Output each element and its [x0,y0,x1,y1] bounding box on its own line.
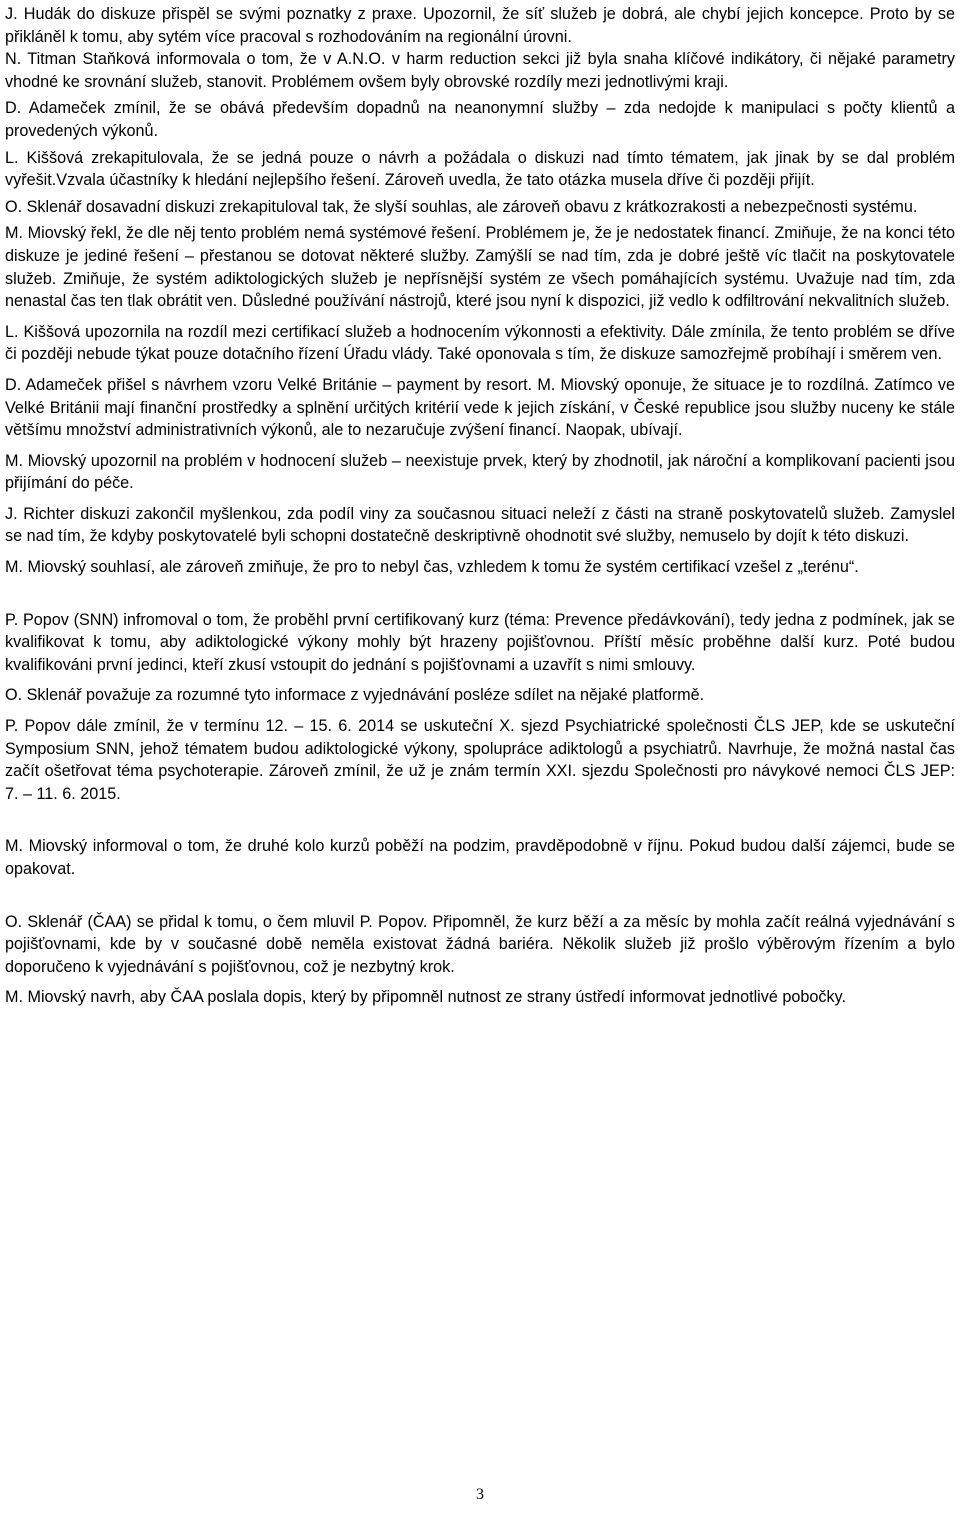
paragraph-miovsky-3: M. Miovský souhlasí, ale zároveň zmiňuje, že pro to nebyl čas, vzhledem k tomu že systém certifikací vzešel z „terénu“. [5,558,859,577]
paragraph-popov-2: P. Popov dále zmínil, že v termínu 12. – 15. 6. 2014 se uskuteční X. sjezd Psychiatrické společnosti ČLS JEP, kde se uskuteční Symposium SNN, jehož tématem budou adiktologické výkony, spolupráce adiktologů a psychiatrů. Navrhuje, že možná nastal čas začít ošetřovat téma psychoterapie. Zároveň zmínil, že už je znám termín XXI. sjezdu Společnosti pro návykové nemoci ČLS JEP: 7. – 11. 6. 2015. [5,717,955,803]
paragraph-miovsky-4: M. Miovský informoval o tom, že druhé kolo kurzů poběží na podzim, pravděpodobně v říjnu. Pokud budou další zájemci, bude se opakovat. [5,837,955,878]
paragraph-sklenar-1: O. Sklenář dosavadní diskuzi zrekapituloval tak, že slyší souhlas, ale zároveň obavu z krátkozrakosti a nebezpečnosti systému. [5,197,918,216]
paragraph-kissova-2: L. Kiššová upozornila na rozdíl mezi certifikací služeb a hodnocením výkonnosti a efektivity. Dále zmínila, že tento problém se dříve či později nebude týkat pouze dotačního řízení Úřadu vlády. Také oponovala s tím, že diskuze samozřejmě probíhají i směrem ven. [5,322,955,364]
paragraph-miovsky-2: M. Miovský upozornil na problém v hodnocení služeb – neexistuje prvek, který by zhodnotil, jak nároční a komplikovaní pacienti jsou přijímání do péče. [5,451,955,493]
paragraph-hudak: J. Hudák do diskuze přispěl se svými poznatky z praxe. Upozornil, že síť služeb je dobrá, ale chybí jejich koncepce. Proto by se přikláněl k tomu, aby sytém více pracoval s rozhodováním na regionální úrovni. [5,5,955,46]
paragraph-adamecek-2: D. Adameček přišel s návrhem vzoru Velké Británie – payment by resort. M. Miovský oponuje, že situace je to rozdílná. Zatímco ve Velké Británii mají finanční prostředky a splnění určitých kritérií vede k jejich získání, v České republice jsou služby nuceny ke stále většímu množství administrativních výkonů, ale to nezaručuje zvýšení financí. Naopak, ubívají. [5,375,955,440]
paragraph-miovsky-5: M. Miovský navrh, aby ČAA poslala dopis, který by připomněl nutnost ze strany ústředí informovat jednotlivé pobočky. [5,988,846,1007]
paragraph-titman-stankova: N. Titman Staňková informovala o tom, že v A.N.O. v harm reduction sekci již byla snaha klíčové indikátory, či nějaké parametry vhodné ke srovnání služeb, stanovit. Problémem ovšem byly obrovské rozdíly mezi jednotlivými kraji. [5,50,955,91]
paragraph-adamecek-1: D. Adameček zmínil, že se obává především dopadnů na neanonymní služby – zda nedojde k manipulaci s počty klientů a provedených výkonů. [5,99,955,140]
page-number: 3 [476,1486,484,1503]
paragraph-sklenar-3: O. Sklenář (ČAA) se přidal k tomu, o čem mluvil P. Popov. Připomněl, že kurz běží a za měsíc by mohla začít reálná vyjednávání s pojišťovnami, kde by v současné době neměla existovat žádná bariéra. Několik služeb již prošlo výběrovým řízením a bylo doporučeno k vyjednávání s pojišťovnou, což je nezbytný krok. [5,912,955,976]
paragraph-miovsky-1: M. Miovský řekl, že dle něj tento problém nemá systémové řešení. Problémem je, že je nedostatek financí. Zmiňuje, že na konci této diskuze je jediné řešení – přestanou se dotovat některé služby. Zamýšlí se nad tím, zda je dobré ještě víc tlačit na poskytovatele služeb. Zmiňuje, že systém adiktologických služeb je nepřísnější systém ze všech pomáhajících systému. Uvažuje nad tím, zda nenastal čas ten tlak obrátit ven. Důsledné používání nástrojů, které jsou nyní k dispozici, již vedlo k odfiltrování nekvalitních služeb. [5,224,955,311]
document-page [5,3,955,1009]
paragraph-popov-1: P. Popov (SNN) infromoval o tom, že proběhl první certifikovaný kurz (téma: Prevence předávkování), tedy jedna z podmínek, jak se kvalifikovat k tomu, aby adiktologické výkony mohly být hrazeny pojišťovnou. Příští měsíc proběhne další kurz. Poté budou kvalifikováni první jedinci, kteří zkusí vstoupit do jednání s pojišťovnami a uzavřít s nimi smlouvy. [5,610,955,674]
paragraph-kissova-1: L. Kiššová zrekapitulovala, že se jedná pouze o návrh a požádala o diskuzi nad tímto tématem, jak jinak by se dal problém vyřešit.Vzvala účastníky k hledání nejlepšího řešení. Zároveň uvedla, že tato otázka musela dříve či později přijít. [5,148,955,190]
paragraph-sklenar-2: O. Sklenář považuje za rozumné tyto informace z vyjednávání posléze sdílet na nějaké platformě. [5,686,705,705]
paragraph-richter: J. Richter diskuzi zakončil myšlenkou, zda podíl viny za současnou situaci neleží z části na straně poskytovatelů služeb. Zamyslel se nad tím, že kdyby poskytovatelé byli schopni dostatečně deskriptivně ohodnotit své služby, nemuselo by dojít k této diskuzi. [5,504,955,546]
